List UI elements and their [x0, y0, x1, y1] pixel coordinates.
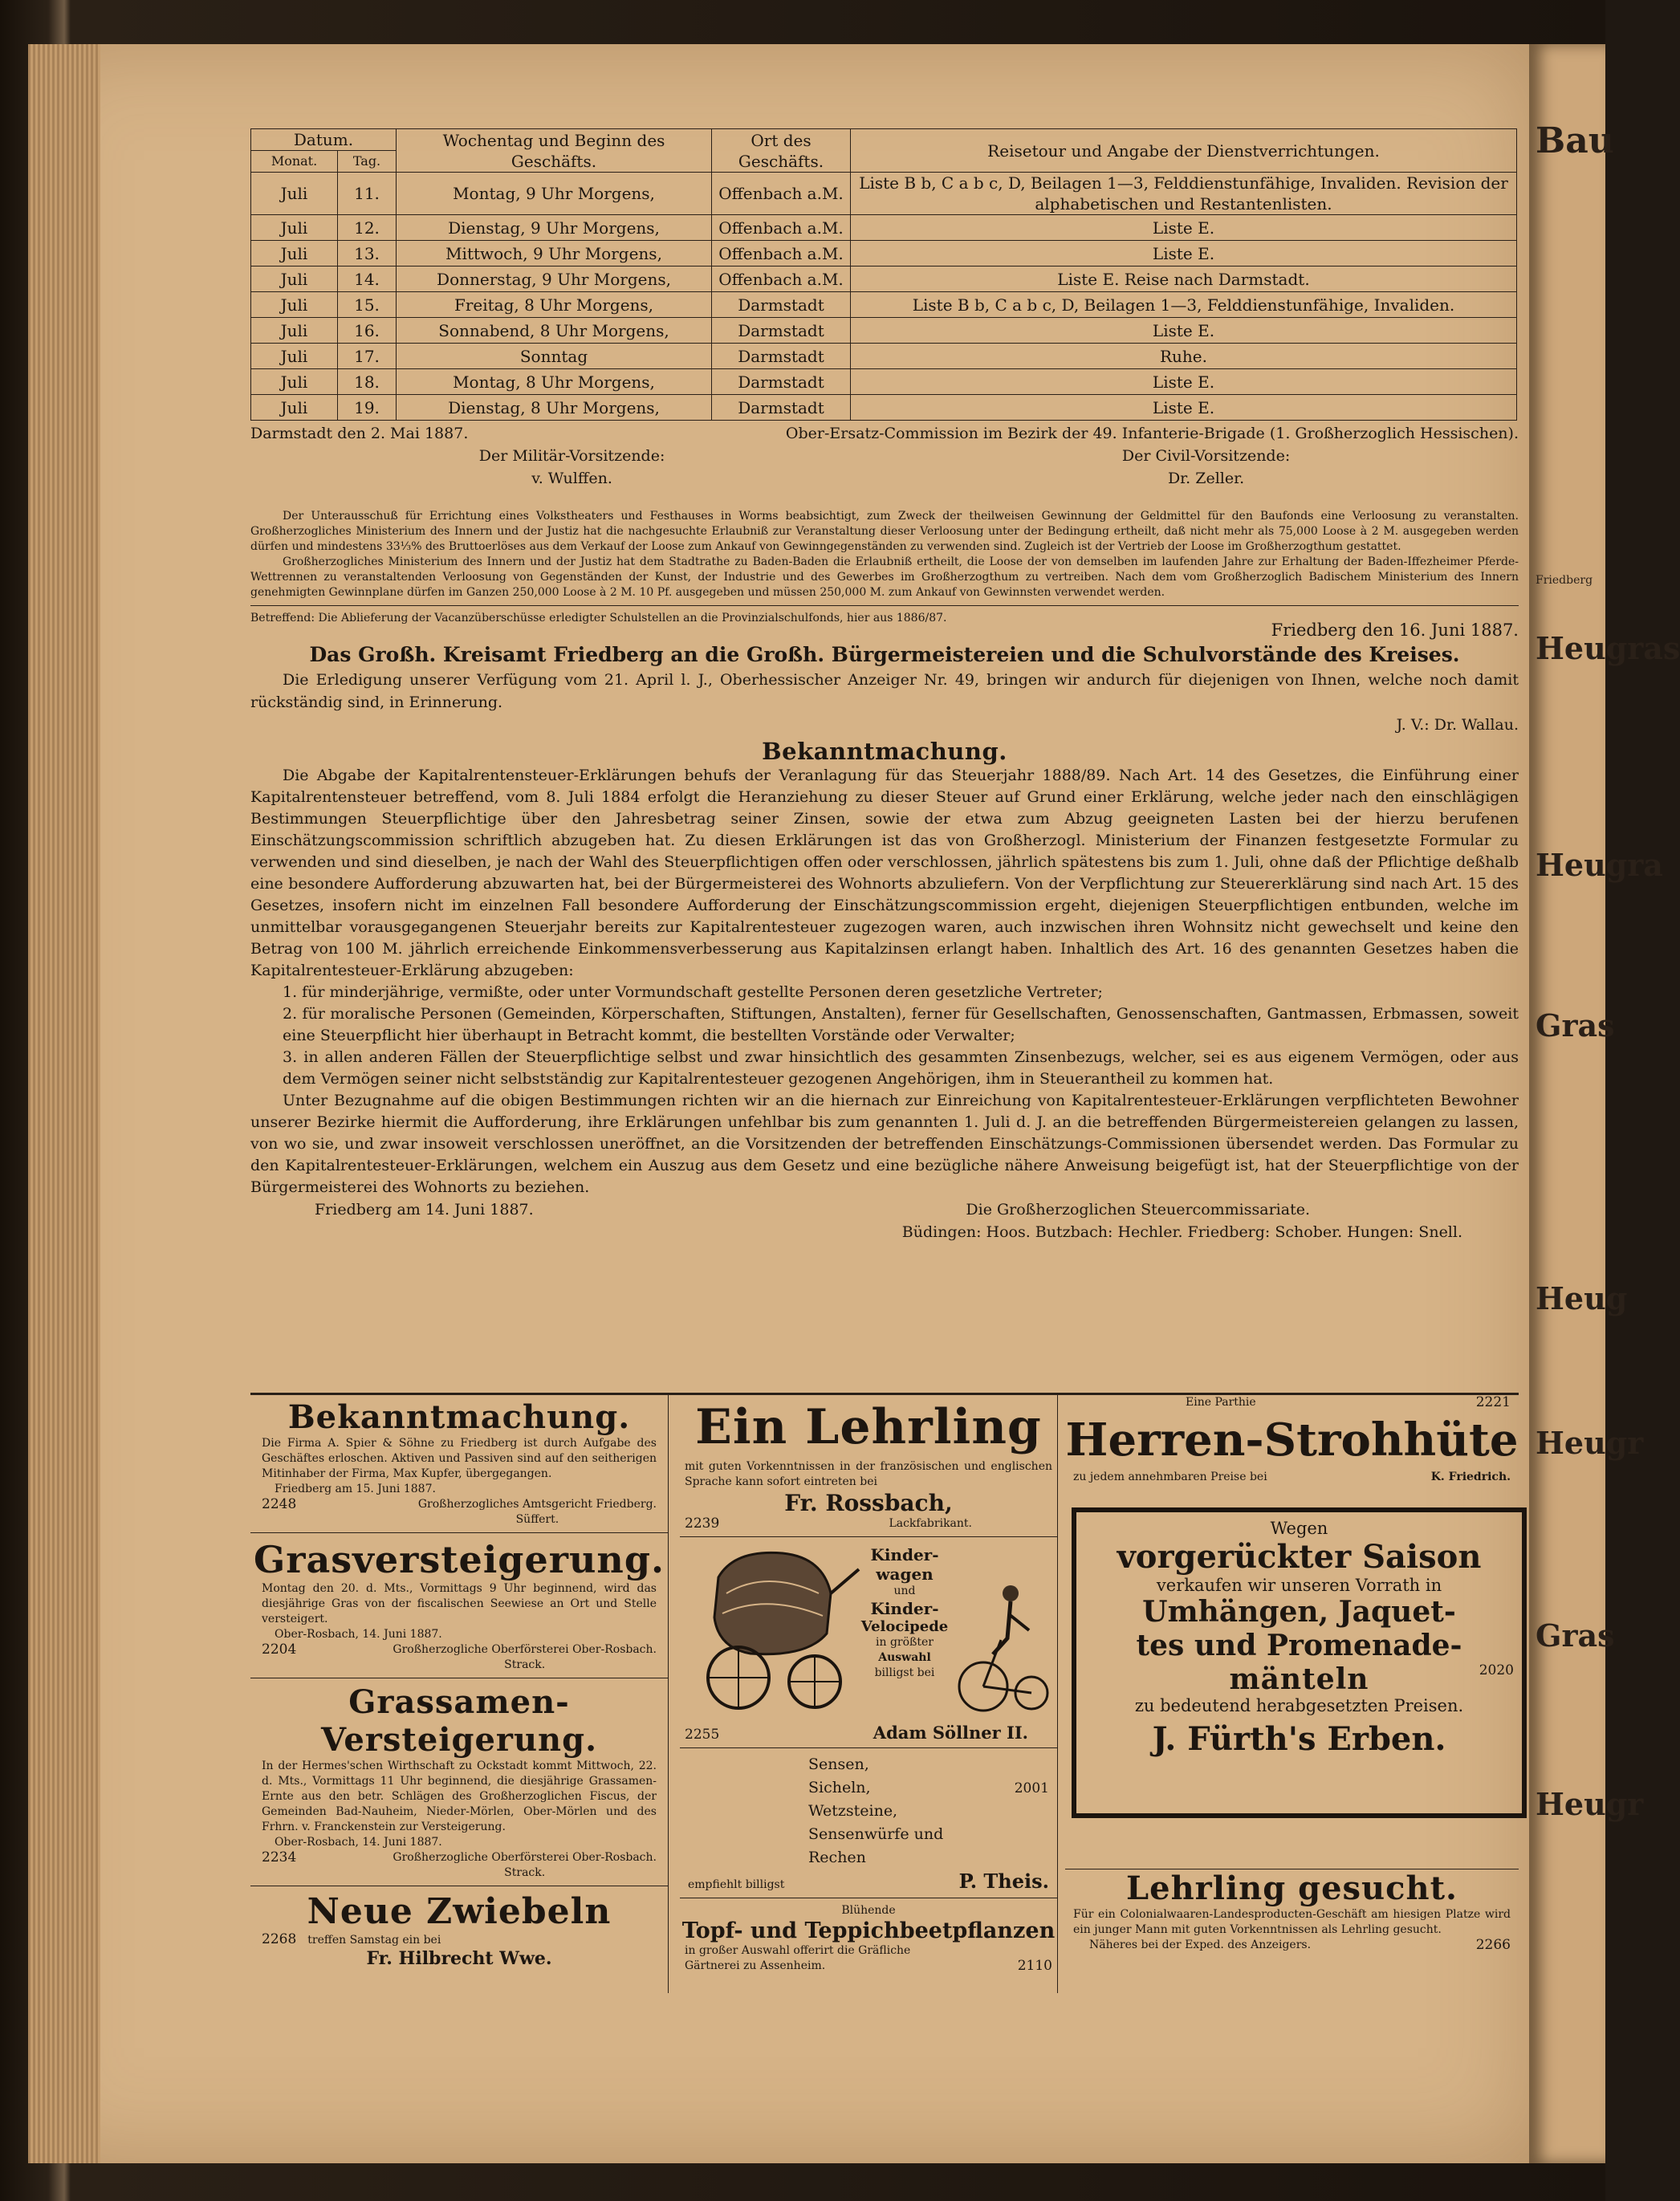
- ad-lehrling-name: Fr. Rossbach,: [784, 1490, 953, 1516]
- notice-item: 3. in allen anderen Fällen der Steuerpflichtige selbst und zwar hinsichtlich des gesammten Zinsenbezugs, welcher, sei es aus eigenem Vermögen, oder aus dem Vermögen seiner nicht selbstständig zur Kapitalrentesteuer gezogenen Angehörigen, ihm in Steuerantheil zu kommen hat.: [283, 1048, 1519, 1088]
- notice-date: Friedberg am 14. Juni 1887.: [315, 1201, 534, 1218]
- cell-tour: Liste E. Reise nach Darmstadt.: [851, 266, 1517, 292]
- ad-stroh-label: Eine Parthie: [1186, 1396, 1256, 1409]
- ad-grassamen-date: Ober-Rosbach, 14. Juni 1887.: [275, 1836, 442, 1849]
- cell-tour: Liste E.: [851, 369, 1517, 395]
- lottery-baden: Großherzogliches Ministerium des Innern und der Justiz hat dem Stadtrathe zu Baden-Baden die Erlaubniß ertheilt, die Loose der von demselben im laufenden Jahre zur Erhaltung der Baden-Iffezheimer Pferde-Wettrennen zu veranstaltenden Verloosung von Gegenständen der Kunst, der Industrie und des Gewerbes im Großherzogthum zu vertreiben. Nach dem vom Großherzoglich Badischem Ministerium des Innern genehmigten Gewinnplane dürfen im Ganzen 250,000 Loose à 2 M. 10 Pf. ausgegeben und müssen 250,000 M. zum Ankauf von Gewinnsten verwendet werden.: [250, 555, 1519, 599]
- table-row: [251, 292, 1517, 318]
- ad-spier-court-name: Großherzogliches Amtsgericht Friedberg.: [417, 1498, 657, 1511]
- ad-grassamen-footer: [250, 1850, 668, 1881]
- table-row: [251, 173, 1517, 215]
- velocipede-illustration: [953, 1582, 1049, 1715]
- next-page-heading: Heugr: [1536, 1786, 1644, 1822]
- cell-tour: Liste E.: [851, 395, 1517, 421]
- cell-ort: Darmstadt: [712, 318, 851, 344]
- schedule-commission: Ober-Ersatz-Commission im Bezirk der 49. Infanterie-Brigade (1. Großherzoglich Hessischen).: [785, 425, 1519, 442]
- ad-lehrling-footer: [680, 1516, 1057, 1532]
- adjacent-page-fragment: [1529, 44, 1680, 2163]
- ad-sensen: [680, 1753, 1057, 1869]
- notice-closing: Unter Bezugnahme auf die obigen Bestimmungen richten wir an die hiernach zur Einreichung von Kapitalrentesteuer-Erklärungen verpflichteten Bewohner unserer Bezirke hiermit die Aufforderung, ihre Erklärungen unfehlbar bis zum genannten 1. Juli d. J. an die betreffenden Bürgermeistereien gelangen zu lassen, von wo sie, und zwar insoweit verschlossen uneröffnet, an die Vorsitzenden der betreffenden Einschätzungs-Commissionen übersendet werden. Das Formular zu den Kapitalrentesteuer-Erklärungen, welchem ein Auszug aus dem Gesetz und eine bezügliche nähere Anweisung beigefügt ist, hat der Steuerpflichtige von der Bürgermeisterei des Wohnorts zu beziehen.: [250, 1092, 1519, 1196]
- cell-wochentag: Freitag, 8 Uhr Morgens,: [397, 292, 712, 318]
- ad-gras-body: Montag den 20. d. Mts., Vormittags 9 Uhr beginnend, wird das diesjährige Gras von der fiscalischen Seewiese an Ort und Stelle versteigert.: [262, 1582, 657, 1625]
- ad-gras-footer: [250, 1642, 668, 1673]
- kw-line: Auswahl: [878, 1651, 931, 1664]
- table-row: [251, 215, 1517, 241]
- notice-item: 2. für moralische Personen (Gemeinden, Körperschaften, Stiftungen, Anstalten), ferner für Gesellschaften, Genossenschaften, Gantmassen, Erbmassen, soweit eine Steuerpflicht hier überhaupt in Betracht kommt, die bestellten Vorstände oder Verwalter;: [283, 1005, 1519, 1044]
- next-page-heading: Bau: [1536, 120, 1614, 161]
- ad-grassamen-office: [393, 1850, 657, 1881]
- ad-gras-title: Grasversteigerung.: [253, 1538, 665, 1581]
- cell-ort: Offenbach a.M.: [712, 173, 851, 215]
- pram-illustration: [686, 1545, 863, 1714]
- cell-tag: 14.: [338, 266, 397, 292]
- ad-spier-sign: Süffert.: [515, 1513, 559, 1526]
- ad-sensen-tag: empfiehlt billigst: [688, 1878, 785, 1891]
- schedule-table: [250, 128, 1517, 421]
- ad-sensen-footer: [680, 1869, 1057, 1893]
- next-page-heading: Heugras: [1536, 630, 1680, 666]
- ad-column-left: [250, 1395, 669, 1993]
- ad-gras-date: Ober-Rosbach, 14. Juni 1887.: [275, 1628, 442, 1641]
- cell-monat: Juli: [251, 173, 338, 215]
- ad-zwiebeln-line: [250, 1932, 668, 1948]
- ad-topf-body: in großer Auswahl offerirt die Gräfliche Gärtnerei zu Assenheim.: [685, 1944, 911, 1972]
- ad-column-right: [1065, 1395, 1519, 1993]
- ad-zwiebeln-title: Neue Zwiebeln: [307, 1891, 612, 1932]
- ad-sensen-name: P. Theis.: [958, 1869, 1049, 1893]
- cell-tour: Liste B b, C a b c, D, Beilagen 1—3, Felddienstunfähige, Invaliden. Revision der alphabetischen und Restantenlisten.: [851, 173, 1517, 215]
- cell-tag: 19.: [338, 395, 397, 421]
- schedule-signatures: [250, 445, 1519, 490]
- cell-wochentag: Sonntag: [397, 344, 712, 369]
- cell-tag: 16.: [338, 318, 397, 344]
- ad-grassamen-title: Grassamen-Versteigerung.: [320, 1683, 598, 1759]
- cell-tag: 18.: [338, 369, 397, 395]
- ad-spier-court: [418, 1497, 657, 1528]
- next-page-heading: Gras: [1536, 1007, 1615, 1044]
- ad-stroh-name: K. Friedrich.: [1430, 1471, 1511, 1483]
- cell-monat: Juli: [251, 215, 338, 241]
- ad-stroh-title: Herren-Strohhüte: [1065, 1414, 1519, 1467]
- cell-monat: Juli: [251, 241, 338, 266]
- ad-lehrling2-title: Lehrling gesucht.: [1126, 1869, 1458, 1907]
- ad-number: 2234: [262, 1849, 297, 1865]
- sensen-item: Wetzsteine,: [808, 1802, 898, 1820]
- table-row: [251, 241, 1517, 266]
- cell-monat: Juli: [251, 395, 338, 421]
- saison-line: zu bedeutend herabgesetzten Preisen.: [1134, 1696, 1464, 1715]
- ad-stroh-head: [1065, 1395, 1519, 1410]
- civ-label: Der Civil-Vorsitzende:: [1121, 447, 1291, 465]
- sensen-item: Sensen,: [808, 1756, 869, 1773]
- cell-tag: 12.: [338, 215, 397, 241]
- notice-authority: Die Großherzoglichen Steuercommissariate.: [966, 1201, 1310, 1218]
- divider: [680, 1747, 1057, 1748]
- ad-kinderwagen: [680, 1542, 1057, 1743]
- cell-wochentag: Montag, 8 Uhr Morgens,: [397, 369, 712, 395]
- ad-lehrling-body: mit guten Vorkenntnissen in der französischen und englischen Sprache kann sofort eintreten bei: [685, 1460, 1052, 1488]
- ad-stroh-body: zu jedem annehmbaren Preise bei: [1073, 1471, 1267, 1483]
- cell-ort: Darmstadt: [712, 395, 851, 421]
- divider: [250, 1532, 668, 1533]
- schedule-footer: [250, 422, 1519, 445]
- ad-gras-office-name: Großherzogliche Oberförsterei Ober-Rosbach.: [393, 1643, 657, 1656]
- ad-lehrling2-body: Für ein Colonialwaaren-Landesproducten-Geschäft am hiesigen Platze wird ein junger Mann mit guten Vorkenntnissen als Lehrling gesucht.: [1073, 1908, 1511, 1936]
- cell-monat: Juli: [251, 266, 338, 292]
- cell-tag: 13.: [338, 241, 397, 266]
- civ-signature: [1122, 445, 1290, 490]
- notice-intro: Die Abgabe der Kapitalrentensteuer-Erklärungen behufs der Veranlagung für das Steuerjahr 1888/89. Nach Art. 14 des Gesetzes, die Einführung einer Kapitalrentensteuer betreffend, vom 8. Juli 1884 erfolgt die Heranziehung zu dieser Steuer auf Grund einer Erklärung, welche jeder nach den einschlägigen Bestimmungen Steuerpflichtige über den Jahresbetrag seiner Zinsen, sowie der etwa zum Abzug geeigneten Lasten bei der hierzu berufenen Einschätzungscommission schriftlich abzugeben hat. Zu diesen Erklärungen ist das von Großherzogl. Ministerium der Finanzen festgesetzte Formular zu verwenden und sind dieselben, je nach der Wahl des Steuerpflichtigen offen oder verschlossen, jährlich spätestens bis zum 1. Juli, ohne daß der Pflichtige deßhalb eine besondere Aufforderung abzuwarten hat, bei der Bürgermeisterei des Wohnorts abzuliefern. Von der Verpflichtung zur Steuererklärung sind nach Art. 15 des Gesetzes, insofern nicht im einzelnen Fall besondere Aufforderung der Einschätzungscommission ergeht, diejenigen Steuerpflichtigen entbunden, welche im unmittelbar vorausgegangenen Steuerjahr bereits zur Kapitalrentesteuer zugezogen waren, auch inzwischen ihren Wohnsitz nicht gewechselt und keine den Betrag von 100 M. jährlich erreichende Einkommensverbesserung aus Kapitalzinsen erlangt haben. Inhaltlich des Art. 16 des genannten Gesetzes haben die Kapitalrentesteuer-Erklärung abzugeben:: [250, 767, 1519, 979]
- table-row: [251, 369, 1517, 395]
- kreisamt-title: Das Großh. Kreisamt Friedberg an die Großh. Bürgermeistereien und die Schulvorstände des Kreises.: [309, 643, 1460, 666]
- kw-line: in größter: [876, 1636, 934, 1649]
- cell-tag: 17.: [338, 344, 397, 369]
- ad-spier-body: Die Firma A. Spier & Söhne zu Friedberg ist durch Aufgabe des Geschäftes erloschen. Aktiven und Passiven sind auf den seitherigen Mitinhaber der Firma, Max Kupfer, übergegangen.: [262, 1437, 657, 1480]
- sensen-item: Rechen: [808, 1849, 866, 1866]
- ad-spier-title: Bekanntmachung.: [287, 1398, 631, 1436]
- kw-line: Kinder-: [870, 1545, 939, 1564]
- ad-stroh-footer: [1065, 1470, 1519, 1485]
- cell-wochentag: Dienstag, 9 Uhr Morgens,: [397, 215, 712, 241]
- divider: [250, 605, 1519, 606]
- next-page-heading: Heug: [1536, 1280, 1628, 1316]
- cell-wochentag: Donnerstag, 9 Uhr Morgens,: [397, 266, 712, 292]
- ad-number: 2255: [685, 1727, 720, 1743]
- ad-zwiebeln-name: Fr. Hilbrecht Wwe.: [366, 1948, 552, 1969]
- cell-monat: Juli: [251, 344, 338, 369]
- cell-monat: Juli: [251, 318, 338, 344]
- ad-number: 2001: [1014, 1780, 1049, 1796]
- ad-column-middle: [680, 1395, 1058, 1993]
- sensen-item: Sensenwürfe und: [808, 1825, 944, 1843]
- saison-line: verkaufen wir unseren Vorrath in: [1156, 1576, 1442, 1595]
- ad-number: 2268: [262, 1931, 297, 1947]
- kw-line: Velocipede: [860, 1618, 949, 1635]
- cell-tour: Liste E.: [851, 318, 1517, 344]
- kreisamt-date: Friedberg den 16. Juni 1887.: [1271, 620, 1519, 640]
- kinderwagen-footer: [685, 1725, 1052, 1743]
- ad-lehrling-title: Ein Lehrling: [695, 1399, 1042, 1455]
- ad-saison-box: [1072, 1507, 1527, 1818]
- saison-line: Wegen: [1270, 1519, 1328, 1538]
- ad-topf-footer: [680, 1943, 1057, 1974]
- col-wochentag: Wochentag und Beginn des Geschäfts.: [397, 129, 712, 173]
- cell-wochentag: Dienstag, 8 Uhr Morgens,: [397, 395, 712, 421]
- ad-gras-office: [393, 1642, 657, 1673]
- notice-signers: Büdingen: Hoos. Butzbach: Hechler. Friedberg: Schober. Hungen: Snell.: [901, 1223, 1462, 1241]
- ad-topf-title: Topf- und Teppichbeetpflanzen: [681, 1918, 1056, 1943]
- mil-label: Der Militär-Vorsitzende:: [478, 447, 665, 465]
- saison-emph: Umhängen, Jaquet-: [1142, 1595, 1456, 1629]
- col-monat: Monat.: [251, 151, 338, 173]
- ad-number: 2239: [685, 1515, 720, 1532]
- main-column: [250, 128, 1519, 1243]
- saison-emph: mänteln: [1229, 1662, 1369, 1696]
- notice-title: Bekanntmachung.: [762, 738, 1007, 765]
- divider: [680, 1536, 1057, 1537]
- col-tag: Tag.: [338, 151, 397, 173]
- kreisamt-head: [250, 611, 1519, 641]
- cell-ort: Offenbach a.M.: [712, 241, 851, 266]
- col-reisetour: Reisetour und Angabe der Dienstverrichtungen.: [851, 129, 1517, 173]
- saison-emph: tes und Promenade-: [1136, 1629, 1462, 1662]
- mil-signature: [479, 445, 665, 490]
- ad-grassamen-sign: Strack.: [504, 1866, 546, 1879]
- mil-name: v. Wulffen.: [531, 470, 612, 487]
- ad-lehrling2-note: Näheres bei der Exped. des Anzeigers.: [1089, 1939, 1312, 1951]
- col-datum: Datum.: [251, 129, 397, 151]
- cell-tour: Liste E.: [851, 215, 1517, 241]
- cell-ort: Offenbach a.M.: [712, 266, 851, 292]
- next-page-heading: Heugra: [1536, 847, 1663, 883]
- ad-lehrling2: [1065, 1869, 1519, 1953]
- cell-ort: Darmstadt: [712, 369, 851, 395]
- ad-spier-footer: [250, 1497, 668, 1528]
- cell-monat: Juli: [251, 369, 338, 395]
- next-page-word: Friedberg: [1536, 574, 1593, 587]
- ad-lehrling2-footer: [1065, 1938, 1519, 1953]
- kreisamt-sign: J. V.: Dr. Wallau.: [1396, 716, 1519, 734]
- cell-tour: Liste B b, C a b c, D, Beilagen 1—3, Felddienstunfähige, Invaliden.: [851, 292, 1517, 318]
- kw-line: wagen: [876, 1564, 934, 1584]
- ad-topf-label: Blühende: [841, 1904, 896, 1917]
- kw-line: und: [893, 1585, 916, 1597]
- table-row: [251, 344, 1517, 369]
- ad-grassamen-office-name: Großherzogliche Oberförsterei Ober-Rosbach.: [393, 1851, 657, 1864]
- notice-footer: [250, 1198, 1519, 1221]
- table-row: [251, 266, 1517, 292]
- kw-line: billigst bei: [874, 1666, 935, 1679]
- ad-number: 2266: [1475, 1937, 1511, 1953]
- next-page-heading: Heugr: [1536, 1425, 1644, 1461]
- page-stack-edge: [28, 44, 100, 2163]
- kreisamt-body: Die Erledigung unserer Verfügung vom 21. April l. J., Oberhessischer Anzeiger Nr. 49, bringen wir andurch für diejenigen von Ihnen, welche noch damit rückständig sind, in Erinnerung.: [250, 671, 1519, 711]
- saison-row: [1076, 1662, 1522, 1696]
- ad-kinderwagen-name: Adam Söllner II.: [873, 1723, 1028, 1743]
- kinderwagen-text: [860, 1545, 949, 1681]
- ad-number: 2020: [1479, 1662, 1514, 1678]
- table-row: [251, 318, 1517, 344]
- cell-wochentag: Sonnabend, 8 Uhr Morgens,: [397, 318, 712, 344]
- civ-name: Dr. Zeller.: [1167, 470, 1245, 487]
- ad-number: 2248: [262, 1496, 297, 1512]
- advertisements: [250, 1393, 1519, 1993]
- ad-number: 2204: [262, 1642, 297, 1658]
- kw-line: Kinder-: [870, 1599, 939, 1618]
- cell-wochentag: Mittwoch, 9 Uhr Morgens,: [397, 241, 712, 266]
- cell-ort: Darmstadt: [712, 344, 851, 369]
- cell-ort: Darmstadt: [712, 292, 851, 318]
- ad-gras-sign: Strack.: [504, 1658, 546, 1671]
- cell-monat: Juli: [251, 292, 338, 318]
- cell-wochentag: Montag, 9 Uhr Morgens,: [397, 173, 712, 215]
- col-ort: Ort des Geschäfts.: [712, 129, 851, 173]
- cell-tag: 11.: [338, 173, 397, 215]
- saison-title: vorgerückter Saison: [1117, 1538, 1482, 1576]
- table-row: [251, 395, 1517, 421]
- cell-tour: Liste E.: [851, 241, 1517, 266]
- notice-item: 1. für minderjährige, vermißte, oder unter Vormundschaft gestellte Personen deren gesetzliche Vertreter;: [283, 983, 1103, 1001]
- next-page-heading: Gras: [1536, 1617, 1615, 1654]
- cell-ort: Offenbach a.M.: [712, 215, 851, 241]
- ad-zwiebeln-body: treffen Samstag ein bei: [307, 1934, 441, 1947]
- ad-lehrling-role: Lackfabrikant.: [889, 1517, 972, 1530]
- ad-spier-date: Friedberg am 15. Juni 1887.: [275, 1483, 436, 1495]
- saison-name: J. Fürth's Erben.: [1152, 1720, 1446, 1758]
- ad-grassamen-body: In der Hermes'schen Wirthschaft zu Ockstadt kommt Mittwoch, 22. d. Mts., Vormittags 11 Uhr beginnend, die diesjährige Grassamen-Ernte aus den betr. Schlägen des Großherzoglichen Fiscus, der Gemeinden Bad-Nauheim, Nieder-Mörlen, Ober-Mörlen und des Frhrn. v. Franckenstein zur Versteigerung.: [262, 1760, 657, 1833]
- cell-tag: 15.: [338, 292, 397, 318]
- lottery-worms: Der Unterausschuß für Errichtung eines Volkstheaters und Festhauses in Worms beabsichtigt, zum Zweck der theilweisen Gewinnung der Geldmittel für den Baufonds eine Verloosung zu veranstalten. Großherzogliches Ministerium des Innern und der Justiz hat die nachgesuchte Erlaubniß zur Veranstaltung dieser Verloosung unter der Bedingung ertheilt, daß nicht mehr als 75,000 Loose à 2 M. ausgegeben werden dürfen und mindestens 33⅓% des Bruttoerlöses aus dem Verkauf der Loose zum Ankauf von Gewinngegenständen zu verwenden sind. Zugleich ist der Vertrieb der Loose im Großherzogthum gestattet.: [250, 510, 1519, 553]
- cell-tour: Ruhe.: [851, 344, 1517, 369]
- ad-number: 2110: [1017, 1958, 1052, 1974]
- ad-number: 2221: [1475, 1394, 1511, 1410]
- schedule-dateline: Darmstadt den 2. Mai 1887.: [250, 425, 469, 442]
- sensen-item: Sicheln,: [808, 1779, 871, 1796]
- kreisamt-betreff: Betreffend: Die Ablieferung der Vacanzüberschüsse erledigter Schulstellen an die Provinzialschulfonds, hier aus 1886/87.: [250, 612, 947, 624]
